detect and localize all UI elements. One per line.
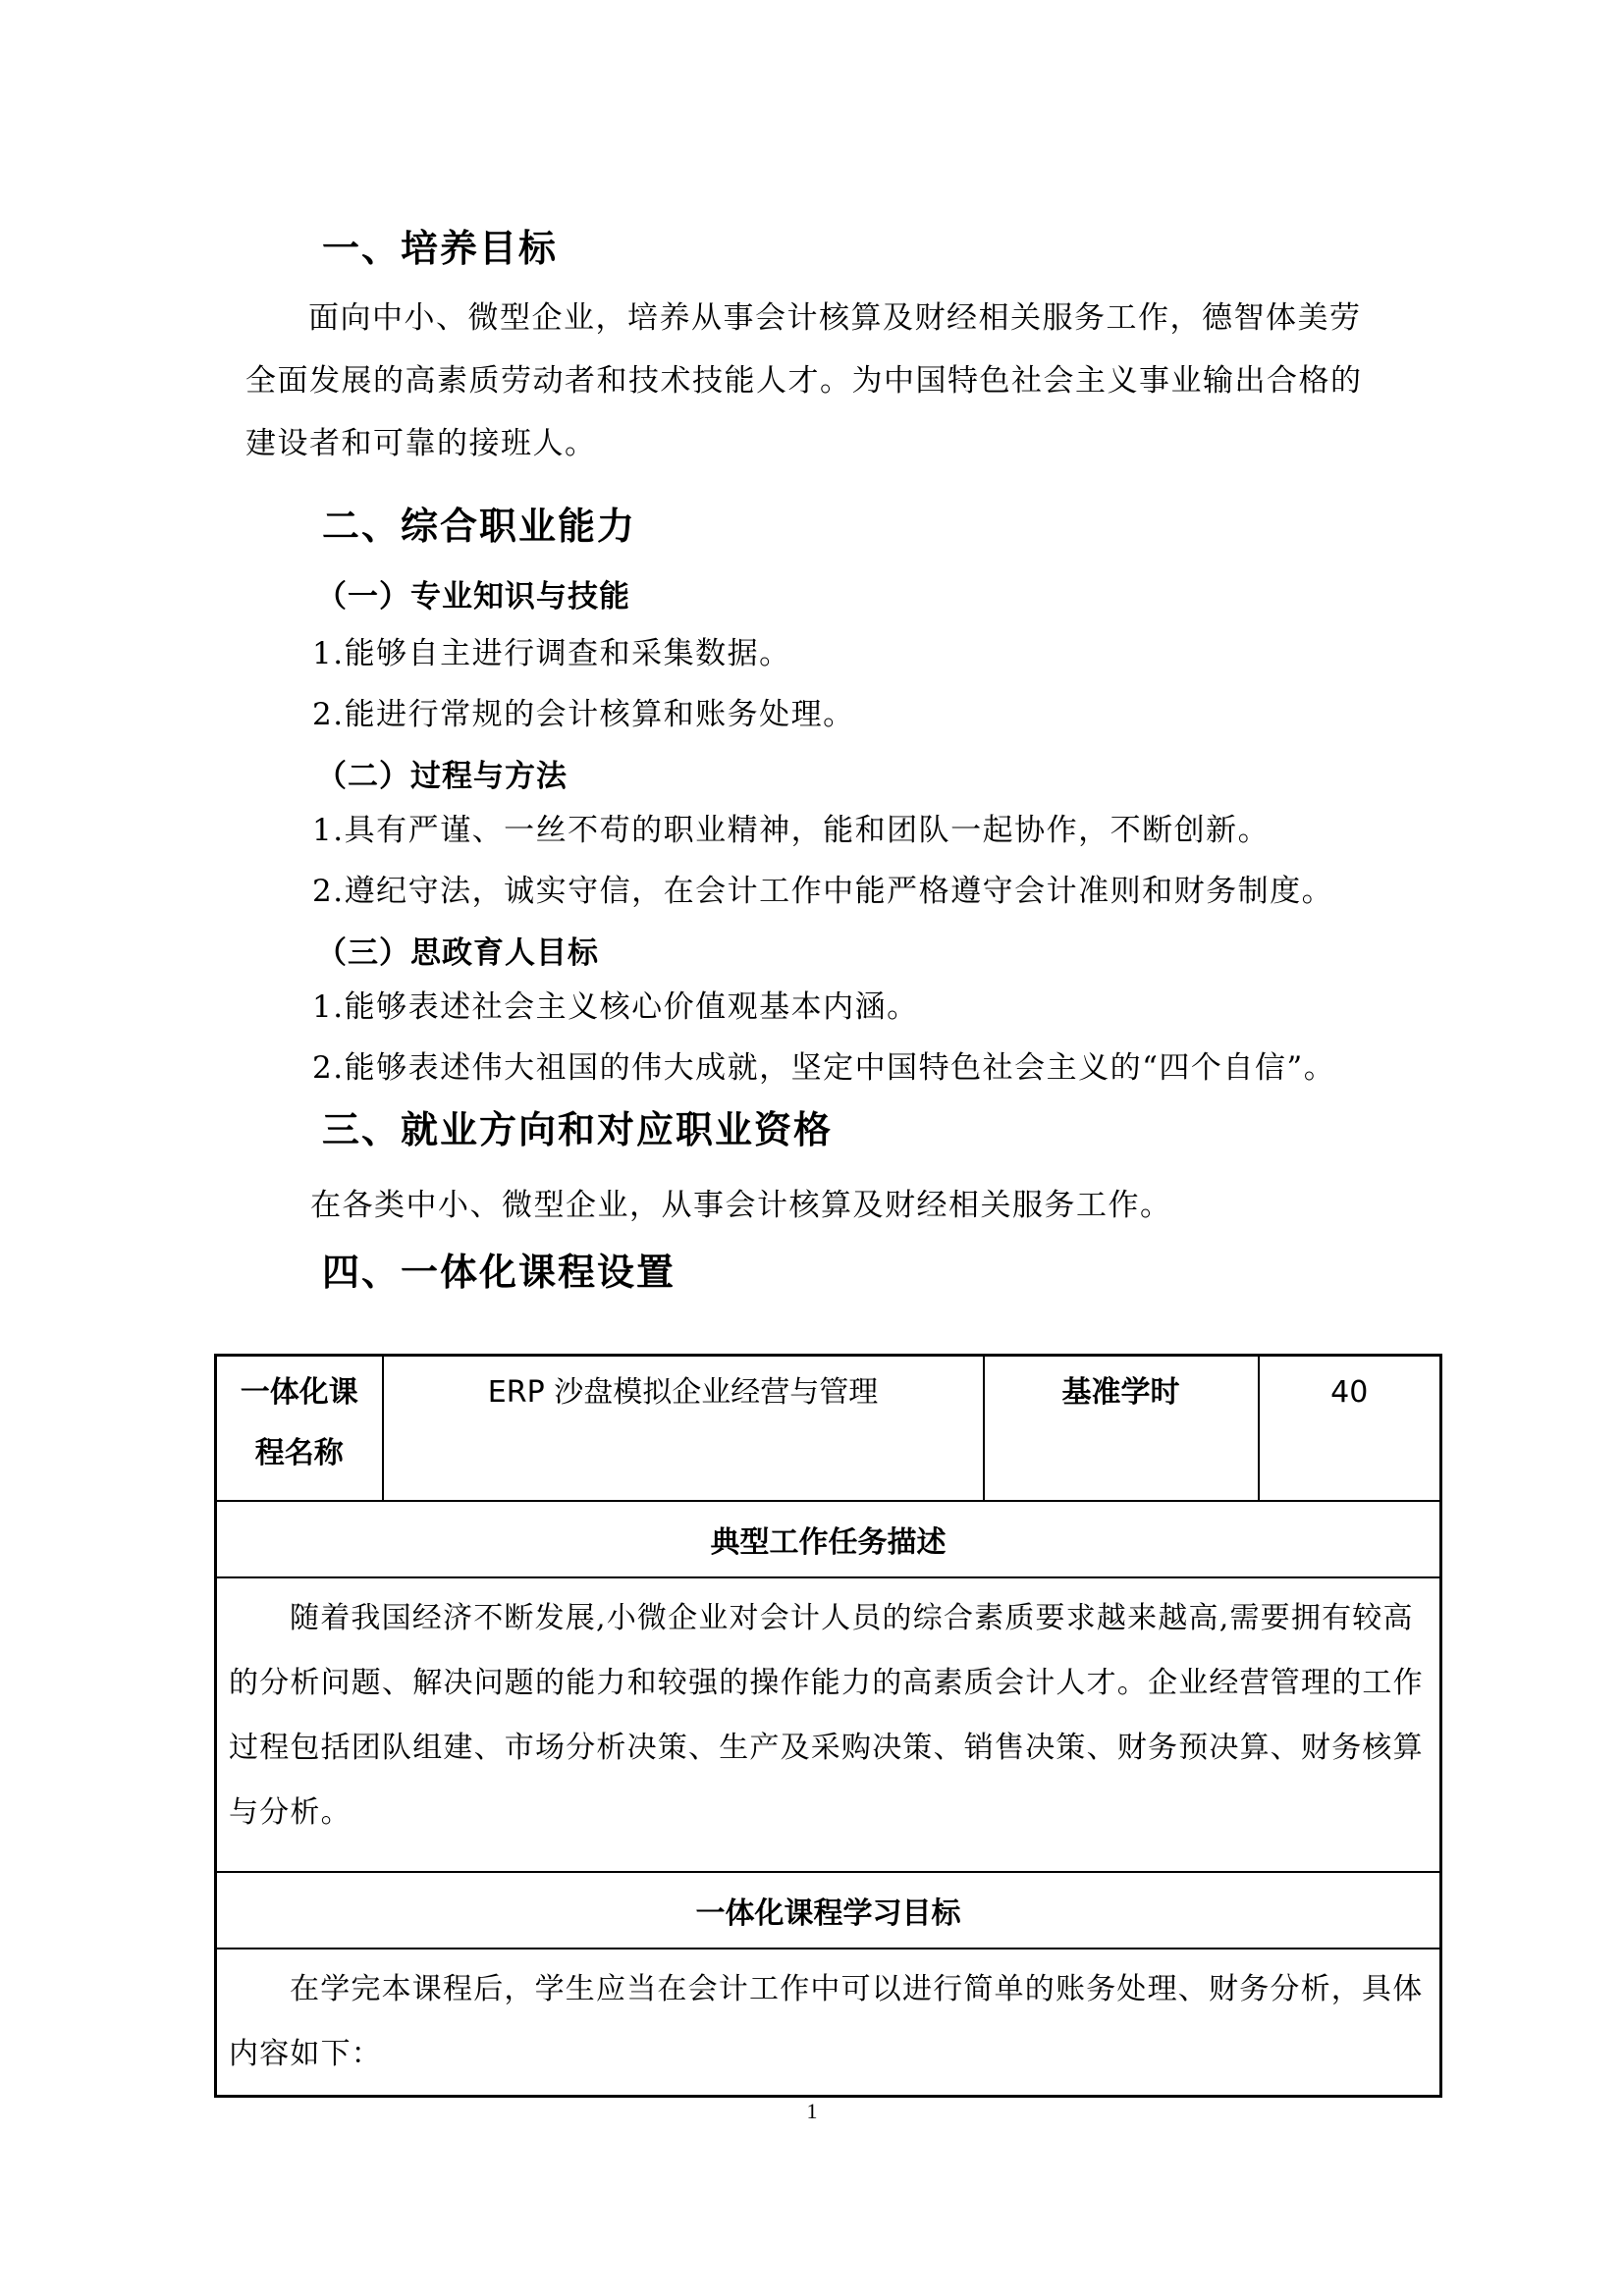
- task-header: 典型工作任务描述: [216, 1501, 1441, 1577]
- course-info-row: [216, 1356, 1441, 1502]
- course-name-value: ERP 沙盘模拟企业经营与管理: [383, 1356, 984, 1502]
- goal-header-row: [216, 1872, 1441, 1949]
- subsection-2-heading: （二）过程与方法: [316, 759, 568, 794]
- goal-body-row: [216, 1949, 1441, 2097]
- goal-header: 一体化课程学习目标: [216, 1872, 1441, 1949]
- course-table: [214, 1354, 1442, 2098]
- section-1-heading: 一、培养目标: [322, 227, 559, 270]
- section-2-heading: 二、综合职业能力: [322, 505, 637, 548]
- subsection-2-item-2: 2.遵纪守法，诚实守信，在会计工作中能严格遵守会计准则和财务制度。: [312, 874, 1334, 909]
- hours-label: 基准学时: [984, 1356, 1259, 1502]
- task-description-cell: [216, 1577, 1441, 1872]
- section-3-paragraph: 在各类中小、微型企业，从事会计核算及财经相关服务工作。: [310, 1188, 1172, 1223]
- subsection-3-item-1: 1.能够表述社会主义核心价值观基本内涵。: [312, 989, 919, 1025]
- goal-description-text: 在学完本课程后，学生应当在会计工作中可以进行简单的账务处理、财务分析，具体内容如下：: [229, 1972, 1424, 2071]
- subsection-1-heading: （一）专业知识与技能: [316, 579, 630, 614]
- goal-description-cell: [216, 1949, 1441, 2097]
- task-header-row: [216, 1501, 1441, 1577]
- section-1-paragraph: 面向中小、微型企业，培养从事会计核算及财经相关服务工作，德智体美劳全面发展的高素质劳动者和技术技能人才。为中国特色社会主义事业输出合格的建设者和可靠的接班人。: [245, 300, 1363, 461]
- subsection-2-item-1: 1.具有严谨、一丝不苟的职业精神，能和团队一起协作，不断创新。: [312, 813, 1271, 848]
- subsection-3-heading: （三）思政育人目标: [316, 935, 599, 971]
- hours-value: 40: [1259, 1356, 1441, 1502]
- course-name-label: 一体化课程名称: [216, 1356, 383, 1502]
- subsection-1-item-2: 2.能进行常规的会计核算和账务处理。: [312, 697, 855, 732]
- subsection-3-item-2: 2.能够表述伟大祖国的伟大成就，坚定中国特色社会主义的“四个自信”。: [312, 1050, 1336, 1086]
- page-number: 1: [806, 2099, 818, 2123]
- task-description-text: 随着我国经济不断发展,小微企业对会计人员的综合素质要求越来越高,需要拥有较高的分析问题、解决问题的能力和较强的操作能力的高素质会计人才。企业经营管理的工作过程包括团队组建、市场分析决策、生产及采购决策、销售决策、财务预决算、财务核算与分析。: [229, 1601, 1424, 1830]
- section-3-heading: 三、就业方向和对应职业资格: [322, 1108, 834, 1151]
- subsection-1-item-1: 1.能够自主进行调查和采集数据。: [312, 636, 791, 671]
- section-4-heading: 四、一体化课程设置: [322, 1251, 677, 1294]
- task-body-row: [216, 1577, 1441, 1872]
